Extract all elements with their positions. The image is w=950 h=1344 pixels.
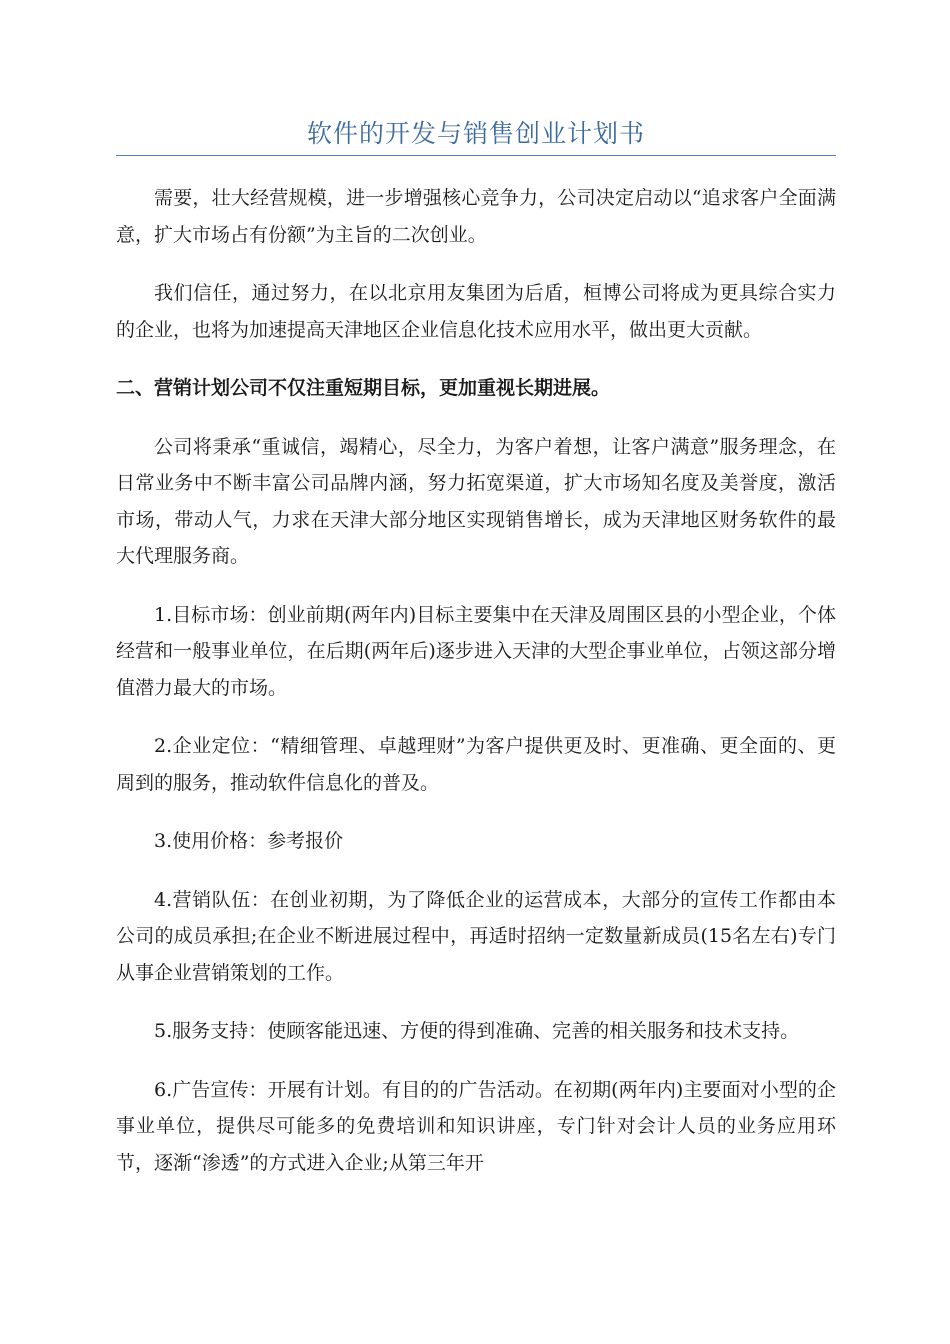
section-heading-marketing: 二、营销计划公司不仅注重短期目标，更加重视长期进展。 xyxy=(116,377,611,399)
list-item-advertising: 6.广告宣传：开展有计划。有目的的广告活动。在初期(两年内)主要面对小型的企事业单位，提供尽可能多的免费培训和知识讲座，专门针对会计人员的业务应用环节，逐渐“渗透”的方式进入企业;从第三年开 xyxy=(116,1078,836,1174)
document-title: 软件的开发与销售创业计划书 xyxy=(306,119,645,148)
document-body xyxy=(116,180,836,1181)
list-item-target-market: 1.目标市场：创业前期(两年内)目标主要集中在天津及周围区县的小型企业，个体经营和一般事业单位，在后期(两年后)逐步进入天津的大型企事业单位，占领这部分增值潜力最大的市场。 xyxy=(116,603,836,699)
list-item-service-support: 5.服务支持：使顾客能迅速、方便的得到准确、完善的相关服务和技术支持。 xyxy=(154,1020,800,1042)
paragraph-1: 需要，壮大经营规模，进一步增强核心竞争力，公司决定启动以“追求客户全面满意，扩大市场占有份额”为主旨的二次创业。 xyxy=(116,187,836,246)
title-underline xyxy=(116,155,836,156)
list-item-positioning: 2.企业定位：“精细管理、卓越理财”为客户提供更及时、更准确、更全面的、更周到的服务，推动软件信息化的普及。 xyxy=(116,735,836,794)
list-item-price: 3.使用价格：参考报价 xyxy=(154,830,344,852)
document-page xyxy=(116,0,836,1203)
paragraph-3: 公司将秉承“重诚信，竭精心，尽全力，为客户着想，让客户满意”服务理念，在日常业务中不断丰富公司品牌内涵，努力拓宽渠道，扩大市场知名度及美誉度，激活市场，带动人气，力求在天津大部分地区实现销售增长，成为天津地区财务软件的最大代理服务商。 xyxy=(116,435,836,567)
paragraph-2: 我们信任，通过努力，在以北京用友集团为后盾，桓博公司将成为更具综合实力的企业，也将为加速提高天津地区企业信息化技术应用水平，做出更大贡献。 xyxy=(116,282,836,341)
list-item-sales-team: 4.营销队伍：在创业初期，为了降低企业的运营成本，大部分的宣传工作都由本公司的成员承担;在企业不断进展过程中，再适时招纳一定数量新成员(15名左右)专门从事企业营销策划的工作。 xyxy=(116,888,836,984)
